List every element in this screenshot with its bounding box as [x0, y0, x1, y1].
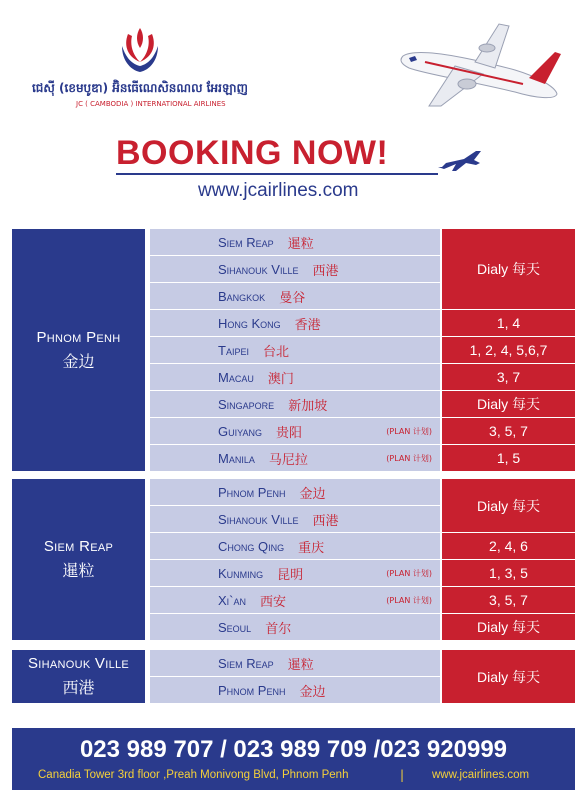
flight-frequency: 3, 5, 7 [442, 418, 575, 445]
destination-row [150, 587, 440, 614]
flight-frequency: 1, 5 [442, 445, 575, 471]
destination-name-zh: 暹粒 [287, 657, 314, 673]
plan-note: (PLAN 计划) [386, 595, 432, 605]
destination-name-zh: 金边 [299, 486, 326, 502]
destination-row [150, 479, 440, 506]
plane-takeoff-icon [436, 145, 482, 175]
plan-note: (PLAN 计划) [386, 426, 432, 436]
destination-name-zh: 首尔 [265, 621, 292, 637]
destination-row [150, 337, 440, 364]
destination-list [150, 229, 440, 471]
brand-name-english: JC ( CAMBODIA ) INTERNATIONAL AIRLINES [76, 100, 226, 108]
destination-name-zh: 新加坡 [288, 398, 328, 414]
destination-name-en: Seoul [218, 619, 252, 635]
airline-logo [32, 24, 252, 114]
origin-city [12, 650, 145, 703]
destination-name-zh: 马尼拉 [268, 452, 308, 468]
destination-name-en: Kunming [218, 565, 264, 581]
origin-name-en: Siem Reap [43, 538, 114, 555]
destination-name-en: Bangkok [218, 288, 266, 304]
destination-name-en: Chong Qing [218, 538, 285, 554]
origin-city [12, 229, 145, 471]
destination-name-zh: 香港 [294, 317, 321, 333]
destination-row [150, 560, 440, 587]
destination-name-zh: 金边 [299, 684, 326, 700]
flight-frequency: Dialy 每天 [442, 614, 575, 640]
destination-name-zh: 暹粒 [287, 236, 314, 252]
destination-name-en: Taipei [218, 342, 249, 358]
destination-name-zh: 台北 [262, 344, 289, 360]
destination-row [150, 229, 440, 256]
destination-name-en: Macau [218, 369, 254, 385]
origin-name-zh: 暹粒 [62, 561, 95, 580]
route-block [12, 229, 575, 471]
flight-frequency: 1, 4 [442, 310, 575, 337]
destination-name-en: Siem Reap [218, 234, 274, 250]
route-block [12, 650, 575, 703]
destination-row [150, 677, 440, 703]
destination-name-en: Singapore [218, 396, 275, 412]
origin-name-zh: 西港 [62, 678, 95, 697]
origin-city [12, 479, 145, 640]
booking-poster [12, 10, 575, 790]
destination-name-en: Siem Reap [218, 655, 274, 671]
origin-name-en: Sihanouk Ville [27, 655, 130, 672]
frequency-list [442, 229, 575, 471]
destination-row [150, 364, 440, 391]
header-website[interactable]: www.jcairlines.com [198, 180, 359, 201]
destination-row [150, 614, 440, 640]
flight-frequency: 1, 3, 5 [442, 560, 575, 587]
destination-name-zh: 澳门 [267, 371, 294, 387]
destination-name-en: Hong Kong [218, 315, 281, 331]
route-block [12, 479, 575, 640]
destination-name-zh: 西安 [260, 594, 287, 610]
destination-name-zh: 重庆 [298, 540, 325, 556]
destination-row [150, 445, 440, 471]
plan-note: (PLAN 计划) [386, 568, 432, 578]
destination-name-zh: 西港 [312, 513, 339, 529]
title-underline [116, 173, 438, 175]
destination-row [150, 391, 440, 418]
destination-row [150, 506, 440, 533]
flight-frequency: Dialy 每天 [442, 479, 575, 533]
plan-note: (PLAN 计划) [386, 453, 432, 463]
logo-emblem-icon [114, 24, 166, 76]
contact-footer [12, 728, 575, 790]
destination-row [150, 283, 440, 310]
destination-name-en: Guiyang [218, 423, 262, 439]
flight-frequency: Dialy 每天 [442, 650, 575, 703]
destination-name-zh: 昆明 [277, 567, 304, 583]
flight-frequency: 3, 5, 7 [442, 587, 575, 614]
destination-name-en: Sihanouk Ville [218, 511, 299, 527]
footer-website[interactable]: www.jcairlines.com [432, 769, 530, 781]
destination-row [150, 310, 440, 337]
destination-name-zh: 贵阳 [275, 425, 302, 441]
origin-name-en: Phnom Penh [36, 328, 121, 346]
destination-name-en: Phnom Penh [218, 484, 286, 500]
destination-name-en: Manila [218, 450, 255, 466]
flight-frequency: Dialy 每天 [442, 229, 575, 310]
destination-row [150, 418, 440, 445]
frequency-list [442, 479, 575, 640]
destination-row [150, 256, 440, 283]
brand-name-khmer: ជេស៊ី (ខេមបូឌា) អ៊ិនធើណេសិនណល អែរឡាញ [32, 81, 248, 95]
destination-name-zh: 曼谷 [279, 290, 306, 306]
phone-numbers[interactable]: 023 989 707 / 023 989 709 /023 920999 [79, 736, 508, 763]
destination-row [150, 650, 440, 677]
flight-frequency: 3, 7 [442, 364, 575, 391]
frequency-list [442, 650, 575, 703]
destination-list [150, 479, 440, 640]
airplane-icon [395, 18, 565, 113]
destination-name-en: Sihanouk Ville [218, 261, 299, 277]
page-title: BOOKING NOW! [116, 134, 389, 172]
office-address: Canadia Tower 3rd floor ,Preah Monivong Blvd, Phnom Penh [38, 769, 349, 781]
flight-frequency: 2, 4, 6 [442, 533, 575, 560]
destination-list [150, 650, 440, 703]
flight-frequency: Dialy 每天 [442, 391, 575, 418]
origin-name-zh: 金边 [62, 351, 95, 371]
destination-name-en: Phnom Penh [218, 682, 286, 698]
destination-name-zh: 西港 [312, 263, 339, 279]
flight-frequency: 1, 2, 4, 5,6,7 [442, 337, 575, 364]
destination-row [150, 533, 440, 560]
destination-name-en: Xi`an [218, 592, 247, 608]
footer-separator: | [400, 768, 405, 782]
